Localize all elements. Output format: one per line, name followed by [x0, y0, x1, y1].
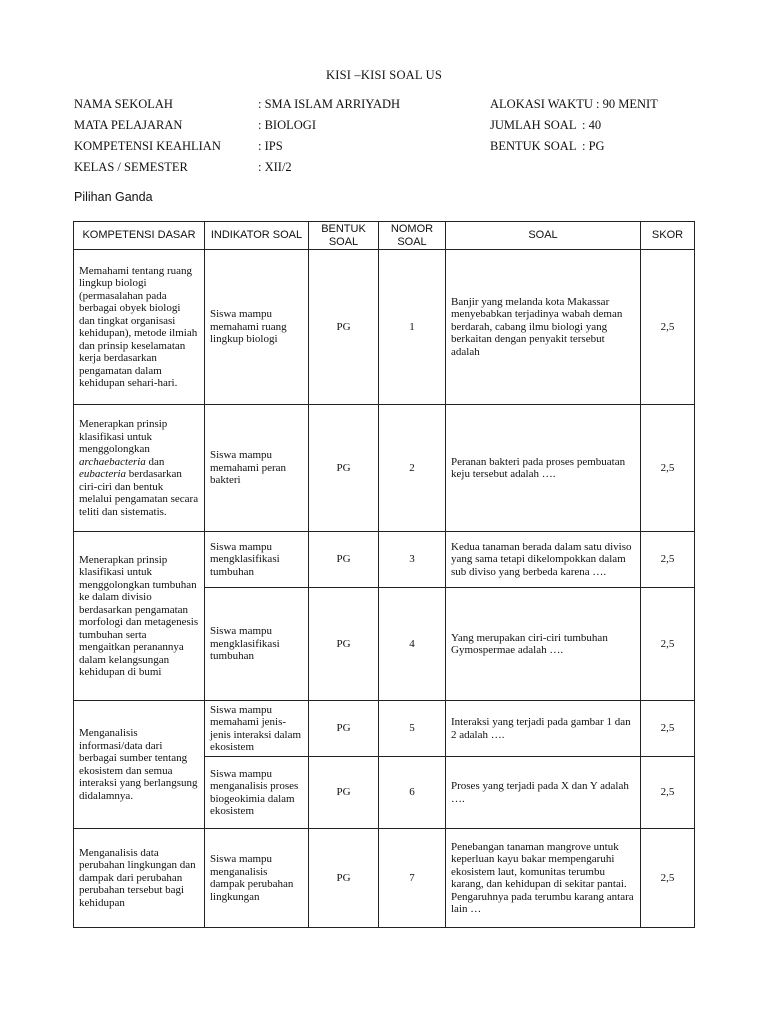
indikator-cell: Siswa mampu memahami jenis-jenis interaksi dalam ekosistem — [205, 701, 309, 757]
soal-cell: Banjir yang melanda kota Makassar menyebabkan terjadinya wabah deman berdarah, cabang ilmu biologi yang berkaitan dengan penyakit tersebut adalah — [446, 250, 641, 405]
info-value-mata-pelajaran: : BIOLOGI — [258, 118, 316, 132]
kd-cell: Memahami tentang ruang lingkup biologi (permasalahan pada berbagai obyek biologi dan tingkat organisasi kehidupan), metode ilmiah dan prinsip keselamatan kerja berdasarkan pengamatan dalam kehidupan sehari-hari. — [74, 250, 205, 405]
kd-cell: Menerapkan prinsip klasifikasi untuk menggolongkan tumbuhan ke dalam divisio berdasarkan pengamatan morfologi dan metagenesis tumbuhan serta mengaitkan peranannya dalam kelangsungan kehidupan di bumi — [74, 532, 205, 701]
info-value-jumlah-soal: : 40 — [582, 118, 602, 132]
bentuk-cell: PG — [309, 588, 379, 701]
table-row — [74, 532, 695, 588]
indikator-cell: Siswa mampu mengklasifikasi tumbuhan — [205, 588, 309, 701]
bentuk-cell: PG — [309, 757, 379, 829]
table-row — [74, 405, 695, 532]
nomor-cell: 1 — [379, 250, 446, 405]
kd-text: berdasarkan ciri-ciri dan bentuk melalui pengamatan secara teliti dan sistematis. — [79, 468, 199, 518]
skor-cell: 2,5 — [641, 405, 695, 532]
soal-cell: Kedua tanaman berada dalam satu diviso yang sama tetapi dikelompokkan dalam sub diviso yang berbeda karena …. — [446, 532, 641, 588]
info-value-bentuk-soal: : PG — [582, 139, 605, 153]
soal-cell: Yang merupakan ciri-ciri tumbuhan Gymospermae adalah …. — [446, 588, 641, 701]
indikator-cell: Siswa mampu menganalisis proses biogeokimia dalam ekosistem — [205, 757, 309, 829]
indikator-cell: Siswa mampu memahami peran bakteri — [205, 405, 309, 532]
soal-cell: Penebangan tanaman mangrove untuk keperluan kayu bakar mempengaruhi ekosistem laut, komunitas terumbu karang, dan kehidupan di sekitar pantai. Pengaruhnya pada terumbu karang antara lain … — [446, 829, 641, 928]
indikator-cell: Siswa mampu mengklasifikasi tumbuhan — [205, 532, 309, 588]
info-label-alokasi-waktu: ALOKASI WAKTU — [490, 97, 593, 111]
section-title: Pilihan Ganda — [74, 190, 153, 204]
soal-cell: Interaksi yang terjadi pada gambar 1 dan 2 adalah …. — [446, 701, 641, 757]
nomor-cell: 3 — [379, 532, 446, 588]
header-skor: SKOR — [641, 222, 695, 250]
bentuk-cell: PG — [309, 701, 379, 757]
kd-cell: Menganalisis informasi/data dari berbagai sumber tentang ekosistem dan semua interaksi yang berlangsung didalamnya. — [74, 701, 205, 829]
skor-cell: 2,5 — [641, 757, 695, 829]
bentuk-cell: PG — [309, 250, 379, 405]
skor-cell: 2,5 — [641, 250, 695, 405]
document-title: KISI –KISI SOAL US — [326, 68, 442, 82]
info-label-kelas-semester: KELAS / SEMESTER — [74, 160, 188, 174]
info-label-nama-sekolah: NAMA SEKOLAH — [74, 97, 173, 111]
skor-cell: 2,5 — [641, 829, 695, 928]
header-bentuk-soal: BENTUK SOAL — [309, 222, 379, 250]
info-value-nama-sekolah: : SMA ISLAM ARRIYADH — [258, 97, 401, 111]
bentuk-cell: PG — [309, 829, 379, 928]
info-right — [490, 97, 730, 167]
kd-cell: Menganalisis data perubahan lingkungan dan dampak dari perubahan perubahan tersebut bagi kehidupan — [74, 829, 205, 928]
table-row — [74, 701, 695, 757]
kd-text: dan — [145, 455, 165, 468]
nomor-cell: 6 — [379, 757, 446, 829]
soal-cell: Peranan bakteri pada proses pembuatan keju tersebut adalah …. — [446, 405, 641, 532]
skor-cell: 2,5 — [641, 588, 695, 701]
soal-cell: Proses yang terjadi pada X dan Y adalah …. — [446, 757, 641, 829]
nomor-cell: 7 — [379, 829, 446, 928]
header-indikator-soal: INDIKATOR SOAL — [205, 222, 309, 250]
header-kompetensi-dasar: KOMPETENSI DASAR — [74, 222, 205, 250]
table-row — [74, 829, 695, 928]
kisi-table — [73, 221, 695, 928]
table-header-row — [74, 222, 695, 250]
indikator-cell: Siswa mampu menganalisis dampak perubahan lingkungan — [205, 829, 309, 928]
header-soal: SOAL — [446, 222, 641, 250]
info-label-jumlah-soal: JUMLAH SOAL — [490, 118, 577, 132]
info-label-kompetensi-keahlian: KOMPETENSI KEAHLIAN — [74, 139, 221, 153]
kd-italic-term: archaebacteria — [79, 455, 146, 468]
kd-italic-term: eubacteria — [79, 468, 127, 480]
table-row — [74, 250, 695, 405]
info-label-bentuk-soal: BENTUK SOAL — [490, 139, 577, 153]
skor-cell: 2,5 — [641, 701, 695, 757]
info-value-kelas-semester: : XII/2 — [258, 160, 292, 174]
kd-text: Menerapkan prinsip klasifikasi untuk menggolongkan — [79, 418, 168, 455]
skor-cell: 2,5 — [641, 532, 695, 588]
info-label-mata-pelajaran: MATA PELAJARAN — [74, 118, 183, 132]
indikator-cell: Siswa mampu memahami ruang lingkup biologi — [205, 250, 309, 405]
info-value-alokasi-waktu: : 90 MENIT — [596, 97, 658, 111]
info-left — [74, 97, 474, 187]
bentuk-cell: PG — [309, 405, 379, 532]
header-nomor-soal: NOMOR SOAL — [379, 222, 446, 250]
nomor-cell: 5 — [379, 701, 446, 757]
nomor-cell: 2 — [379, 405, 446, 532]
kd-cell — [74, 405, 205, 532]
nomor-cell: 4 — [379, 588, 446, 701]
bentuk-cell: PG — [309, 532, 379, 588]
info-value-kompetensi-keahlian: : IPS — [258, 139, 283, 153]
